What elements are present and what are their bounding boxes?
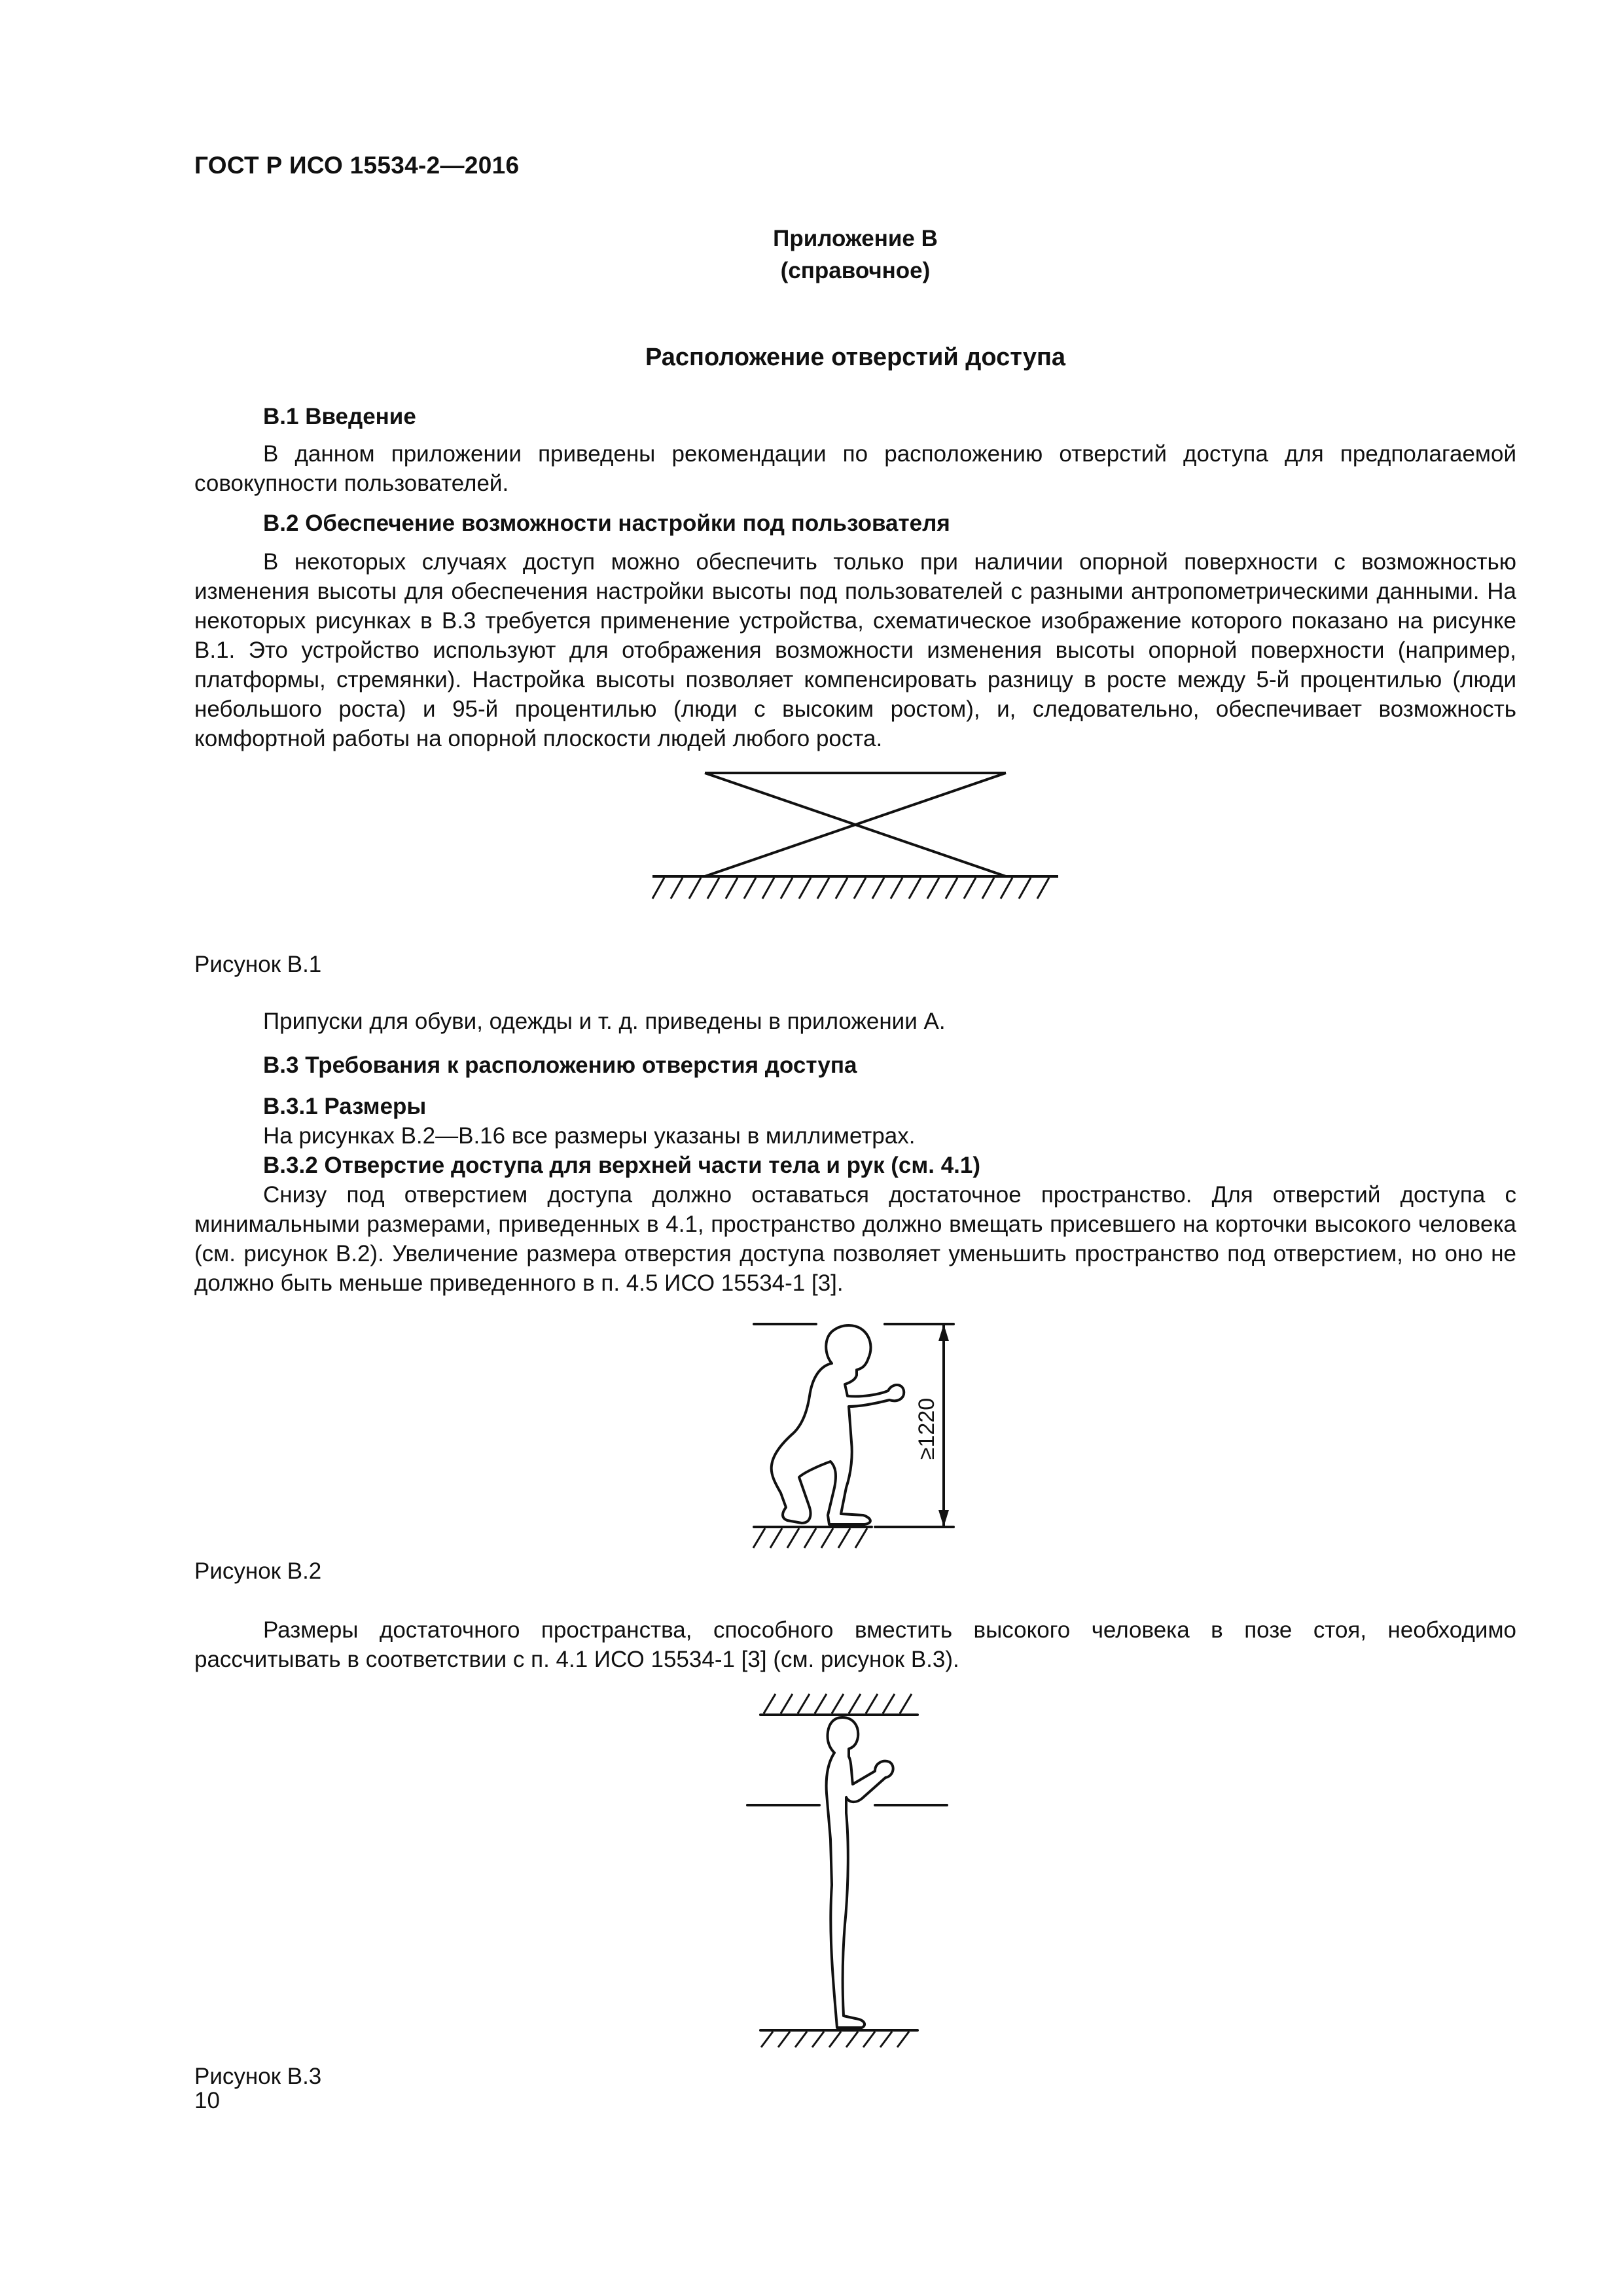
section-b1-text: В данном приложении приведены рекомендации по расположению отверстий доступа для предполагаемой совокупности пользователей. [194,441,1516,496]
figure-b1 [194,753,1516,950]
section-b32-text: Снизу под отверстием доступа должно оставаться достаточное пространство. Для отверстий доступа с минимальными размерами, приведенных в 4.1, пространство должно вмещать присевшего на корточки высокого человека (см. рисунок В.2). Увеличение размера отверстия доступа позволяет уменьшить пространство под отверстием, но оно не должно быть меньше приведенного в п. 4.5 ИСО 15534-1 [3]. [194,1182,1516,1296]
figure-b2-drawing [194,1298,1516,1556]
ground-hatching [652,878,1049,899]
section-b31-heading: В.3.1 Размеры [263,1094,427,1119]
figure-b3-caption: Рисунок В.3 [194,2064,322,2089]
squatting-person [772,1325,904,1524]
figure-b2-caption: Рисунок В.2 [194,1558,322,1584]
dimension-label: ≥1220 [914,1397,939,1460]
floor-hatching [753,1528,867,1548]
figure-b2 [194,1298,1516,1556]
figure-b1-drawing [194,773,1516,943]
section-b2-text: В некоторых случаях доступ можно обеспечить только при наличии опорной поверхности с возможностью изменения высоты для обеспечения настройки высоты под пользователей с разными антропометрическими данными. На некоторых рисунках в В.3 требуется применение устройства, схематическое изображение которого показано на рисунке В.1. Это устройство используют для отображения возможности изменения высоты опорной поверхности (например, платформы, стремянки). Настройка высоты позволяет компенсировать разницу в росте между 5-й процентилью (люди небольшого роста) и 95-й процентилью (люди с высоким ростом), и, следовательно, обеспечивает возможность комфортной работы на опорной плоскости людей любого роста. [194,549,1516,751]
page-number: 10 [194,2088,220,2113]
standing-text: Размеры достаточного пространства, способного вместить высокого человека в позе стоя, необходимо рассчитывать в соответствии с п. 4.1 ИСО 15534-1 [3] (см. рисунок В.3). [194,1617,1516,1672]
section-b32-heading: В.3.2 Отверстие доступа для верхней части тела и рук (см. 4.1) [263,1153,981,1178]
annex-heading: Расположение отверстий доступа [645,344,1066,371]
figure-b3 [194,1689,1516,2047]
standing-person [827,1717,893,2028]
dimension-arrow-top [938,1324,949,1341]
document-body [194,402,1516,2091]
section-b1-heading: В.1 Введение [263,404,416,429]
ceiling-hatching [764,1694,912,1713]
section-b2-heading: В.2 Обеспечение возможности настройки под пользователя [263,511,950,536]
section-b31-text: На рисунках В.2—В.16 все размеры указаны в миллиметрах. [263,1123,916,1149]
annex-subtitle: (справочное) [780,258,931,283]
document-header: ГОСТ Р ИСО 15534-2—2016 [194,152,520,179]
section-b3-heading: В.3 Требования к расположению отверстия доступа [263,1052,857,1078]
annex-title-block [194,223,1516,287]
floor-hatching [761,2032,909,2047]
dimension-arrow-bottom [938,1510,949,1527]
figure-b1-caption: Рисунок В.1 [194,952,322,977]
figure-b3-drawing [194,1689,1516,2047]
annex-title: Приложение В [773,226,938,251]
section-b2-after-figure: Припуски для обуви, одежды и т. д. приведены в приложении А. [263,1009,946,1034]
